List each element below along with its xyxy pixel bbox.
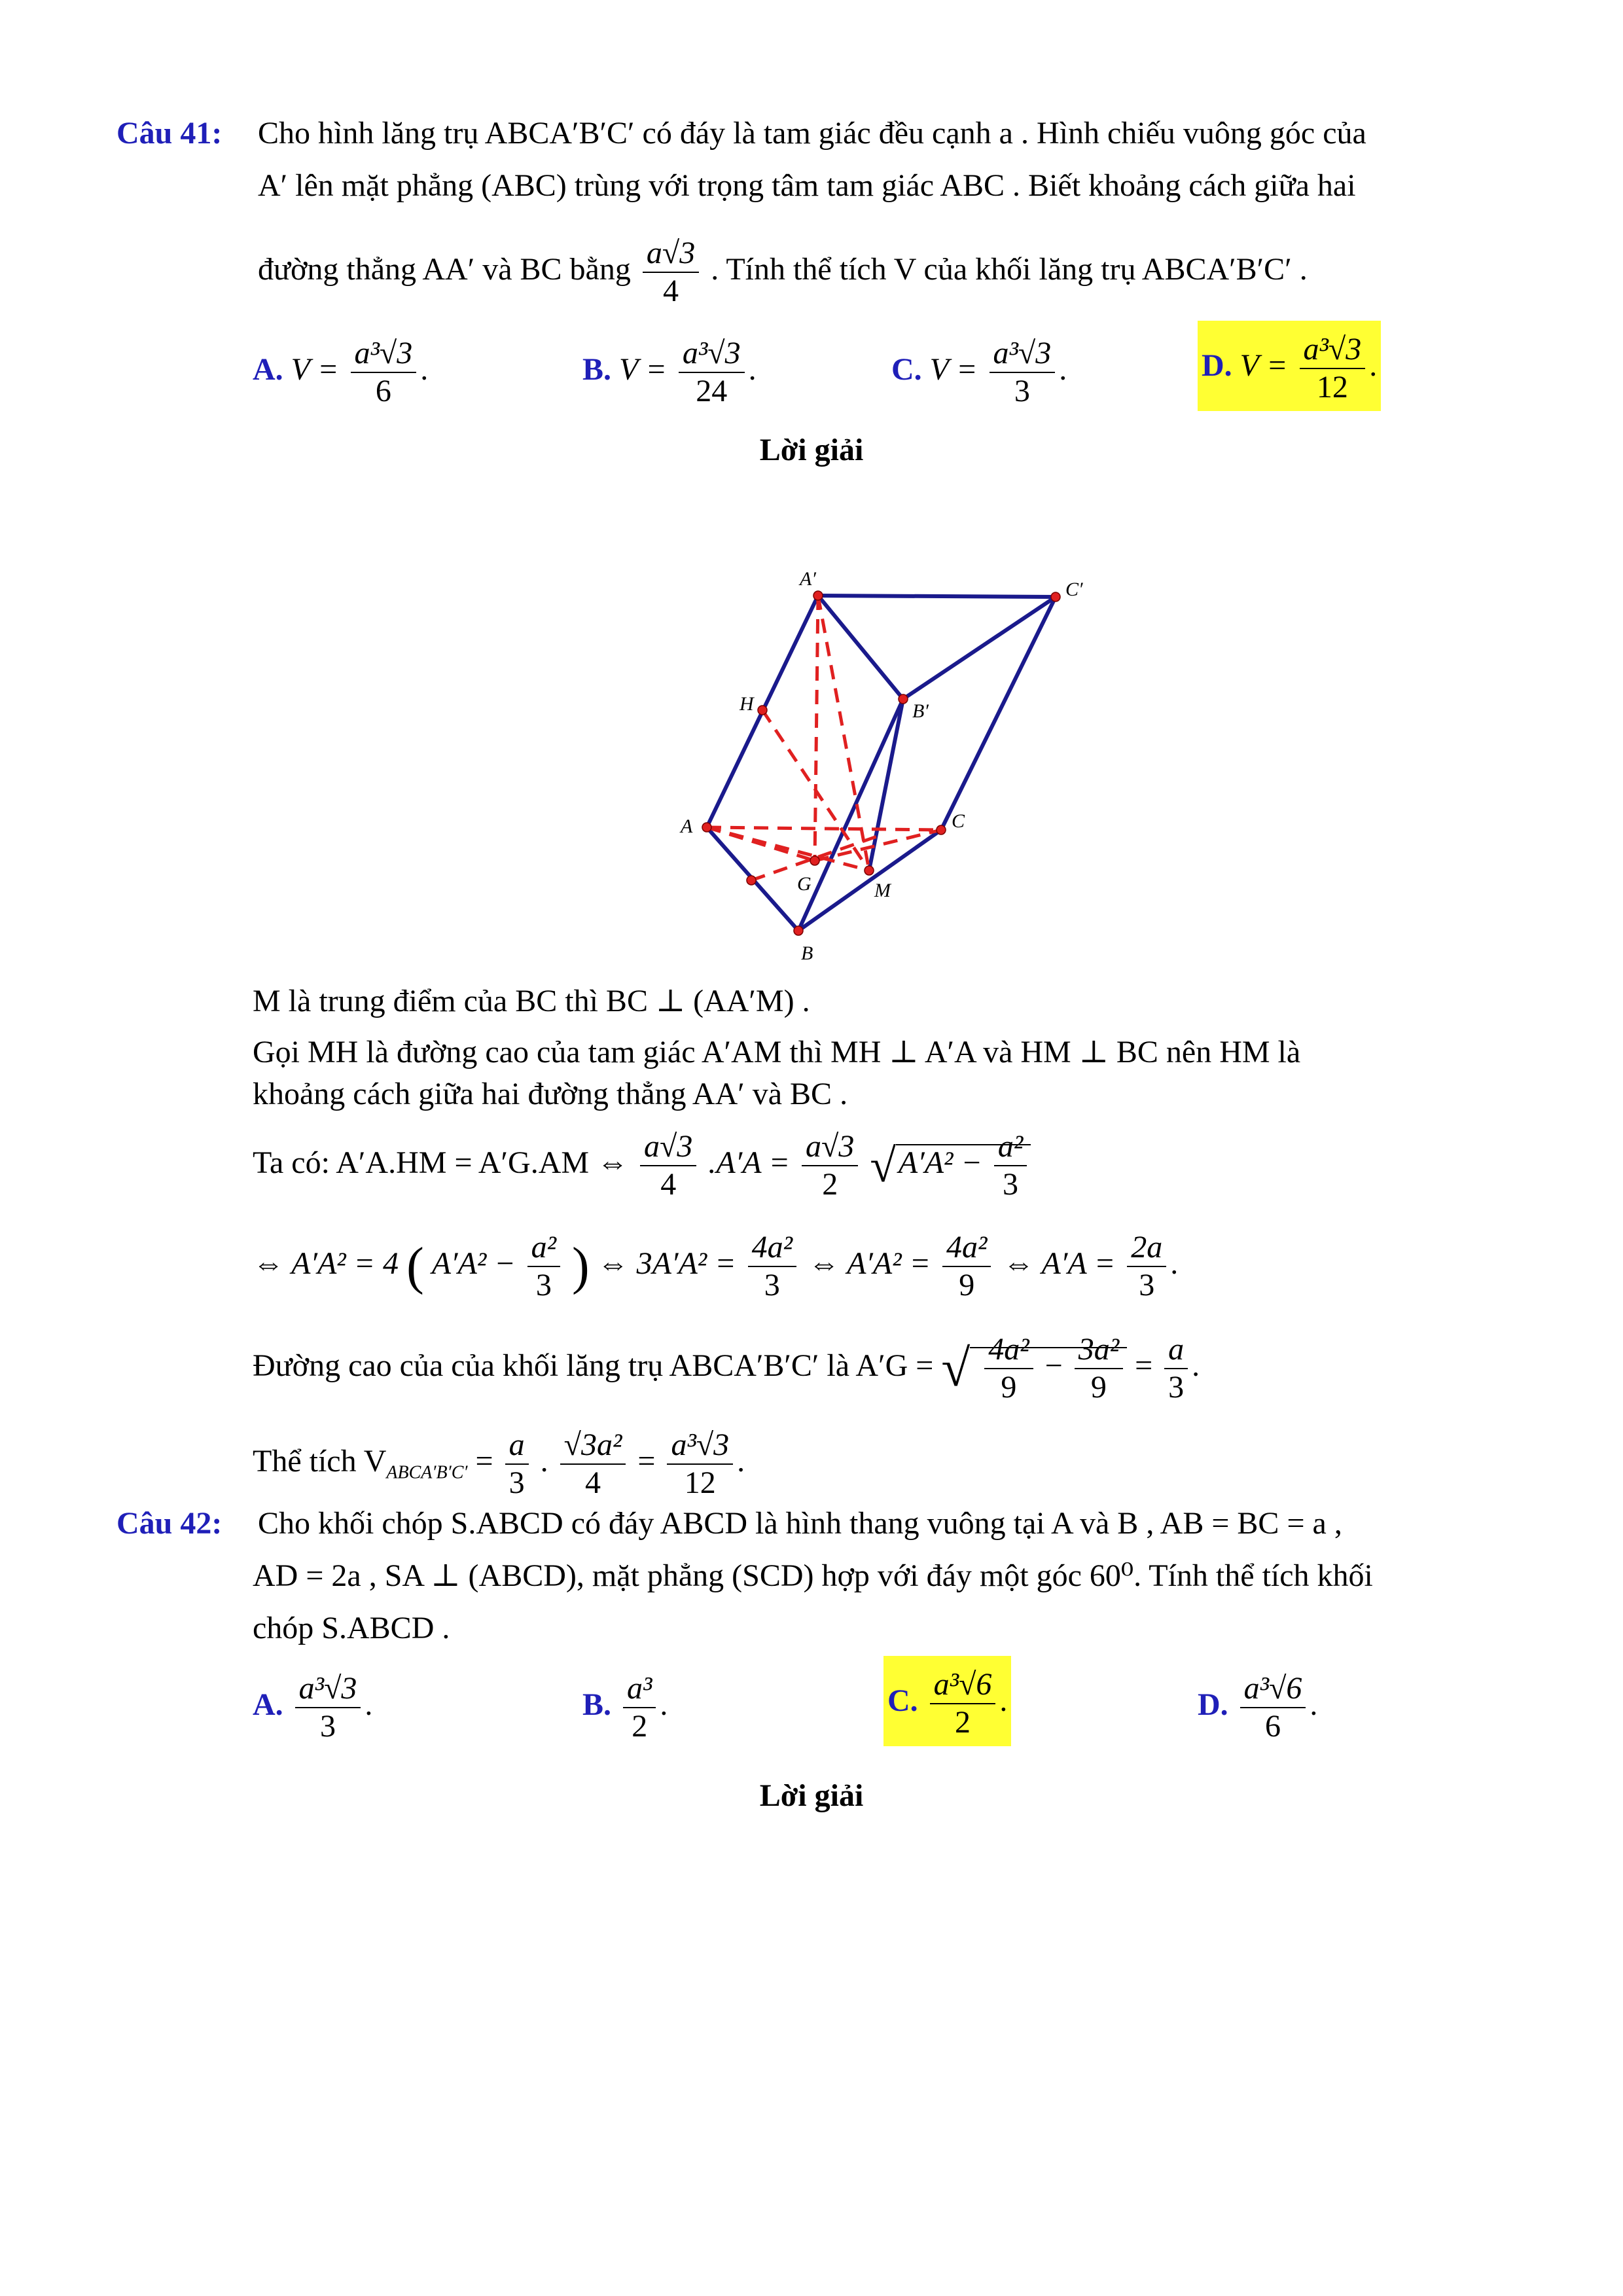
- q41-sol7-sub: ABCA′B′C′: [386, 1462, 468, 1483]
- q42-option-a-num: a³√3: [295, 1670, 361, 1708]
- label-ap: A′: [800, 568, 816, 590]
- point-b: [794, 926, 803, 935]
- q41-stem-line3-pre: đường thẳng AA′ và BC bằng: [258, 252, 631, 287]
- q41-option-a-num: a³√3: [351, 335, 417, 373]
- q41-sol4-mid: .A′A =: [708, 1145, 791, 1180]
- q41-sol-line6: Đường cao của của khối lăng trụ ABCA′B′C′ là A′G = √ $\frac{\text{4a²}}{9}$ − $\frac{\text{3a²}}{9}$ = $\frac{a}{3}$ .: [253, 1331, 1200, 1405]
- q41-sol4-f1-num: a√3: [640, 1128, 696, 1166]
- label-m: M: [874, 880, 891, 901]
- edge-ap-bp: [818, 596, 903, 699]
- q41-sol7-f1-den: 3: [508, 1465, 525, 1500]
- label-c: C: [952, 810, 965, 832]
- edge-ap-cp: [818, 596, 1056, 597]
- q41-option-d-correct[interactable]: D. V = $\frac{\text{a³√3}}{12}$ .: [1198, 321, 1381, 411]
- q42-label-line: [116, 1504, 222, 1543]
- q42-stem-line2: AD = 2a , SA ⊥ (ABCD), mặt phẳng (SCD) hợp với đáy một góc 60⁰. Tính thể tích khối: [253, 1558, 1373, 1593]
- q41-sol7-f1-num: a: [505, 1427, 529, 1465]
- point-n: [747, 876, 756, 885]
- q41-sol5-f2-den: 3: [764, 1267, 780, 1302]
- edge-bp-cp: [903, 597, 1056, 699]
- q41-option-d-den: 12: [1316, 369, 1348, 404]
- q41-sol4-f3-den: 3: [1003, 1166, 1019, 1202]
- q41-sol-line1: M là trung điểm của BC thì BC ⊥ (AA′M) .: [253, 984, 810, 1018]
- q41-sol6-f1-num: 4a²: [984, 1331, 1033, 1369]
- q42-option-b-letter: B.: [582, 1687, 612, 1722]
- q42-option-a[interactable]: A. $\frac{\text{a³√3}}{3}$ .: [253, 1670, 373, 1744]
- q41-option-b-num: a³√3: [679, 335, 745, 373]
- q41-sol7-f3-num: a³√3: [667, 1427, 733, 1465]
- q41-sol-line3: khoảng cách giữa hai đường thẳng AA′ và BC .: [253, 1077, 848, 1111]
- q41-sol5-c: ⇔ 3A′A² =: [597, 1246, 736, 1281]
- q42-option-a-letter: A.: [253, 1687, 283, 1722]
- q41-sol7-dot: .: [540, 1444, 548, 1479]
- q41-sol7-f2-den: 4: [584, 1465, 601, 1500]
- q41-sol-line2: Gọi MH là đường cao của tam giác A′AM thì MH ⊥ A′A và HM ⊥ BC nên HM là: [253, 1035, 1301, 1069]
- q41-option-c[interactable]: C. V = $\frac{\text{a³√3}}{3}$ .: [891, 335, 1067, 408]
- q42-option-c-den: 2: [955, 1704, 971, 1740]
- q42-stem-line3: chóp S.ABCD .: [253, 1611, 450, 1645]
- edge-ap-g: [815, 596, 818, 861]
- q41-sol5-d: ⇔ A′A² =: [808, 1246, 931, 1281]
- q41-option-b-den: 24: [696, 373, 728, 408]
- q41-sol-line5: ⇔ A′A² = 4 ( A′A² − $\frac{\text{a²}}{3}$ ) ⇔ 3A′A² = $\frac{\text{4a²}}{3}$ ⇔ A′A² = $\frac{\text{4a²}}{9}$ ⇔ A′A = $\frac{2a}{3}$ .: [253, 1229, 1179, 1302]
- q42-solution-title: Lời giải: [759, 1778, 864, 1813]
- q41-option-d-num: a³√3: [1300, 331, 1366, 369]
- q41-sol5-b: A′A² −: [431, 1246, 516, 1281]
- q41-sol6-minus: −: [1044, 1348, 1063, 1383]
- q41-sol5-f3-num: 4a²: [942, 1229, 991, 1267]
- point-bp: [899, 694, 908, 704]
- q42-option-b-den: 2: [632, 1708, 648, 1744]
- point-h: [758, 706, 767, 715]
- q41-sol7-pre: Thể tích V: [253, 1444, 387, 1479]
- q41-sol6-f2-num: 3a²: [1075, 1331, 1123, 1369]
- q41-option-a-letter: A.: [253, 352, 283, 387]
- point-c: [936, 825, 946, 834]
- point-a: [702, 823, 711, 832]
- q42-option-b[interactable]: B. $\frac{\text{a³}}{2}$ .: [582, 1670, 668, 1744]
- prism-figure: [654, 563, 1126, 969]
- q41-option-c-letter: C.: [891, 352, 922, 387]
- q41-sol5-f4-den: 3: [1139, 1267, 1155, 1302]
- q41-distance-num: a√3: [643, 235, 699, 273]
- q41-sol4-root: A′A² −: [898, 1145, 982, 1180]
- q42-option-d[interactable]: D. $\frac{\text{a³√6}}{6}$ .: [1198, 1670, 1318, 1744]
- q41-sol6-eq: =: [1135, 1348, 1153, 1383]
- q41-option-c-lhs: V =: [929, 352, 978, 387]
- q41-option-c-num: a³√3: [990, 335, 1056, 373]
- q41-option-d-lhs: V =: [1240, 348, 1288, 383]
- q41-distance-fraction: [643, 235, 699, 310]
- q41-sol5-a: ⇔ A′A² = 4: [253, 1246, 399, 1281]
- q41-sol5-f2-num: 4a²: [748, 1229, 796, 1267]
- q41-option-a-lhs: V =: [291, 352, 339, 387]
- q42-option-b-num: a³: [623, 1670, 656, 1708]
- edge-cp-c: [941, 597, 1056, 830]
- q42-option-a-den: 3: [320, 1708, 336, 1744]
- q41-sol5-f1-num: a²: [527, 1229, 560, 1267]
- q42-option-d-den: 6: [1265, 1708, 1281, 1744]
- point-ap: [813, 591, 823, 600]
- q41-sol-line4: Ta có: A′A.HM = A′G.AM ⇔ $\frac{a√3}{4}$ .A′A = $\frac{a√3}{2}$ √A′A² − $\frac{\text{a²}}{3}$: [253, 1121, 1031, 1208]
- q41-sol4-pre: Ta có: A′A.HM = A′G.AM ⇔: [253, 1145, 629, 1180]
- label-h: H: [740, 693, 754, 715]
- q41-sol4-f2-den: 2: [822, 1166, 838, 1202]
- q42-option-d-letter: D.: [1198, 1687, 1228, 1722]
- point-g: [810, 856, 819, 865]
- edge-a-c-hidden: [707, 827, 941, 830]
- label-a: A: [681, 816, 693, 837]
- q41-sol7-eq2: =: [637, 1444, 656, 1479]
- q41-sol7-f2-num: √3a²: [560, 1427, 626, 1465]
- q41-option-a[interactable]: A. V = $\frac{\text{a³√3}}{6}$ .: [253, 335, 429, 408]
- q42-option-c-correct[interactable]: C. $\frac{\text{a³√6}}{2}$ .: [883, 1656, 1011, 1746]
- q41-option-c-den: 3: [1014, 373, 1030, 408]
- q41-option-d-letter: D.: [1202, 348, 1232, 383]
- label-cp: C′: [1065, 579, 1083, 600]
- q41-sol5-f4-num: 2a: [1127, 1229, 1166, 1267]
- q41-label-line: [116, 114, 222, 153]
- q41-stem-line1: Cho hình lăng trụ ABCA′B′C′ có đáy là tam giác đều cạnh a . Hình chiếu vuông góc của: [258, 116, 1366, 151]
- q41-stem-line3-post: . Tính thể tích V của khối lăng trụ ABCA′B′C′ .: [711, 252, 1308, 287]
- label-b: B: [801, 942, 813, 964]
- q41-option-a-den: 6: [375, 373, 391, 408]
- q41-sol7-f3-den: 12: [684, 1465, 716, 1500]
- q41-sol4-f2-num: a√3: [802, 1128, 858, 1166]
- q41-option-b[interactable]: B. V = $\frac{\text{a³√3}}{24}$ .: [582, 335, 757, 408]
- q41-label: Câu 41:: [116, 116, 223, 151]
- q42-option-c-letter: C.: [887, 1683, 918, 1718]
- q41-option-b-letter: B.: [582, 352, 612, 387]
- label-bp: B′: [912, 700, 929, 722]
- q41-solution-title: Lời giải: [759, 433, 864, 467]
- label-g: G: [797, 873, 812, 895]
- q41-sol5-f3-den: 9: [959, 1267, 975, 1302]
- q41-sol6-f3-den: 3: [1168, 1369, 1185, 1405]
- q41-sol7-eq: =: [475, 1444, 493, 1479]
- q41-sol5-e: ⇔ A′A =: [1003, 1246, 1116, 1281]
- q42-label: Câu 42:: [116, 1506, 223, 1541]
- q41-distance-den: 4: [663, 273, 679, 308]
- q42-stem-line1: Cho khối chóp S.ABCD có đáy ABCD là hình thang vuông tại A và B , AB = BC = a ,: [258, 1506, 1342, 1541]
- q41-stem-line2: A′ lên mặt phẳng (ABC) trùng với trọng tâm tam giác ABC . Biết khoảng cách giữa hai: [258, 168, 1356, 203]
- q41-sol6-f3-num: a: [1164, 1331, 1188, 1369]
- point-m: [865, 866, 874, 875]
- q41-sol5-f1-den: 3: [535, 1267, 552, 1302]
- q41-sol-line7: Thể tích $V_{ABCA'B'C'}$ = $\frac{a}{3}$ . $\frac{\text{√3a²}}{4}$ = $\frac{\text{a³√3}}{12}$ .: [253, 1427, 745, 1500]
- q42-option-d-num: a³√6: [1240, 1670, 1306, 1708]
- q41-sol6-f2-den: 9: [1090, 1369, 1107, 1405]
- q41-sol4-f1-den: 4: [660, 1166, 677, 1202]
- q41-sol6-pre: Đường cao của của khối lăng trụ ABCA′B′C′ là A′G =: [253, 1348, 934, 1383]
- point-cp: [1051, 592, 1060, 601]
- q41-sol6-f1-den: 9: [1001, 1369, 1017, 1405]
- q41-option-b-lhs: V =: [619, 352, 667, 387]
- q41-stem-line3: [258, 230, 1308, 310]
- q41-sol4-f3-num: a²: [994, 1128, 1027, 1166]
- q42-option-c-num: a³√6: [930, 1666, 996, 1704]
